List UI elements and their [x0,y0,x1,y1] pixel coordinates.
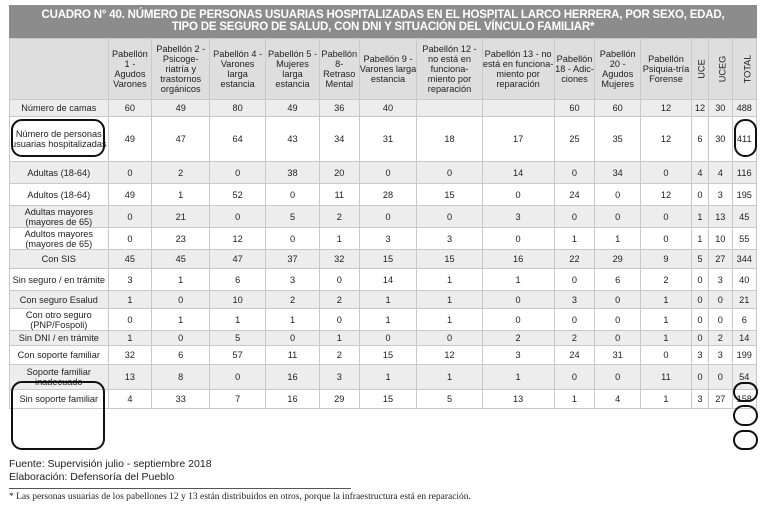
row-label: Adultos (18-64) [10,184,109,206]
table-cell: 411 [732,117,757,162]
table-cell: 0 [210,162,266,184]
table-cell: 20 [319,162,359,184]
table-cell: 3 [359,228,417,250]
table-cell: 0 [359,206,417,228]
table-cell: 1 [595,228,641,250]
table-cell: 1 [152,184,210,206]
table-cell: 1 [108,331,152,346]
table-cell: 0 [709,309,732,331]
table-cell: 3 [319,365,359,390]
table-cell: 0 [152,331,210,346]
table-cell: 47 [152,117,210,162]
footer-elaboration: Elaboración: Defensoría del Pueblo [9,471,175,483]
table-cell: 40 [359,100,417,117]
table-cell: 15 [417,184,482,206]
table-cell: 0 [641,228,692,250]
table-row [10,117,757,162]
table-cell: 12 [641,184,692,206]
table-cell: 1 [417,309,482,331]
table-cell: 0 [595,331,641,346]
table-cell: 0 [266,184,320,206]
table-cell: 3 [709,184,732,206]
table-row [10,291,757,309]
table-cell: 0 [554,269,595,291]
table-cell: 1 [641,390,692,409]
table-cell: 6 [210,269,266,291]
table-cell: 28 [359,184,417,206]
table-cell: 1 [152,269,210,291]
table-cell: 344 [732,250,757,269]
table-cell: 29 [319,390,359,409]
table-cell: 0 [691,309,708,331]
table-cell: 0 [641,206,692,228]
table-cell: 0 [482,291,554,309]
table-cell: 13 [108,365,152,390]
highlight-ring-total-158 [733,430,758,450]
table-cell: 32 [108,346,152,365]
table-cell: 4 [595,390,641,409]
table-cell: 1 [482,269,554,291]
table-cell: 0 [641,162,692,184]
table-cell: 60 [108,100,152,117]
table-cell: 488 [732,100,757,117]
table-row [10,346,757,365]
table-cell: 0 [319,269,359,291]
table-cell: 0 [266,228,320,250]
table-cell: 16 [266,365,320,390]
table-cell: 23 [152,228,210,250]
row-label: Con soporte familiar [10,346,109,365]
table-cell: 30 [709,117,732,162]
table-cell: 55 [732,228,757,250]
table-cell: 3 [691,346,708,365]
table-cell: 43 [266,117,320,162]
row-label: Número de personas usuarias hospitalizadas [10,117,109,162]
table-cell: 0 [641,346,692,365]
table-cell: 6 [152,346,210,365]
table-cell: 8 [152,365,210,390]
table-row [10,390,757,409]
table-cell: 1 [319,331,359,346]
table-cell: 22 [554,250,595,269]
table-cell: 11 [319,184,359,206]
row-label: Sin DNI / en trámite [10,331,109,346]
table-cell: 0 [595,291,641,309]
table-cell: 0 [554,206,595,228]
table-body [10,100,757,409]
table-header [10,39,757,100]
table-cell: 0 [691,269,708,291]
table-cell: 1 [691,228,708,250]
table-cell: 6 [595,269,641,291]
col-header: Pabellón 18 - Adic-ciones [554,39,595,100]
table-cell: 27 [709,250,732,269]
col-header: Pabellón 2 - Psicoge-riatría y trastornos orgánicos [152,39,210,100]
table-cell: 49 [266,100,320,117]
table-cell: 0 [108,228,152,250]
table-cell: 0 [210,365,266,390]
table-cell: 18 [417,117,482,162]
table-cell: 1 [417,291,482,309]
table-cell: 3 [417,228,482,250]
table-cell: 49 [152,100,210,117]
col-header: Pabellón 20 - Agudos Mujeres [595,39,641,100]
table-cell: 7 [210,390,266,409]
table-cell: 0 [319,309,359,331]
table-cell: 1 [152,309,210,331]
table-row [10,365,757,390]
table-cell: 0 [108,206,152,228]
table-cell: 12 [641,100,692,117]
table-cell: 34 [595,162,641,184]
row-label: Con otro seguro (PNP/Fospoli) [10,309,109,331]
table-cell: 10 [210,291,266,309]
table-cell: 37 [266,250,320,269]
table-cell: 0 [691,331,708,346]
table-cell: 0 [554,365,595,390]
table-cell: 0 [482,228,554,250]
table-cell: 34 [319,117,359,162]
table-cell: 1 [691,206,708,228]
table-cell: 0 [359,162,417,184]
table-cell: 13 [709,206,732,228]
row-label: Adultas (18-64) [10,162,109,184]
table-cell: 2 [641,269,692,291]
table-cell: 0 [482,309,554,331]
table-cell: 5 [266,206,320,228]
table-cell: 0 [417,162,482,184]
table-cell: 0 [108,162,152,184]
table-cell: 24 [554,346,595,365]
table-cell: 11 [266,346,320,365]
table-cell: 1 [319,228,359,250]
table-cell: 0 [595,184,641,206]
table-cell: 14 [359,269,417,291]
title-line-1: CUADRO N° 40. NÚMERO DE PERSONAS USUARIAS HOSPITALIZADAS EN EL HOSPITAL LARCO HERRERA, POR SEXO, EDAD, [41,9,725,21]
table-cell: 12 [210,228,266,250]
table-cell: 45 [732,206,757,228]
table-row [10,100,757,117]
table-cell: 10 [709,228,732,250]
table-cell: 12 [417,346,482,365]
table-cell: 15 [417,250,482,269]
table-cell: 1 [482,365,554,390]
table-title [9,5,757,38]
table-cell: 36 [319,100,359,117]
table-cell: 12 [641,117,692,162]
table-cell: 1 [359,291,417,309]
table-cell: 2 [319,291,359,309]
table-cell: 0 [691,291,708,309]
table-cell: 0 [210,206,266,228]
col-header: Pabellón 5 - Mujeres larga estancia [266,39,320,100]
table-cell: 1 [554,228,595,250]
table-cell: 1 [417,269,482,291]
table-cell: 3 [709,269,732,291]
table-cell: 1 [554,390,595,409]
table-cell: 31 [595,346,641,365]
table-cell: 1 [210,309,266,331]
table-cell: 60 [554,100,595,117]
table-cell: 1 [108,291,152,309]
table-cell: 3 [108,269,152,291]
table-cell: 2 [482,331,554,346]
table-cell: 0 [152,291,210,309]
table-cell: 27 [709,390,732,409]
table-row [10,331,757,346]
table-cell: 2 [709,331,732,346]
table-cell: 21 [152,206,210,228]
footer-source: Fuente: Supervisión julio - septiembre 2018 [9,458,212,470]
table-cell: 0 [554,309,595,331]
table-cell: 14 [732,331,757,346]
table-cell: 54 [732,365,757,390]
table-cell: 47 [210,250,266,269]
table-cell: 116 [732,162,757,184]
table-row [10,228,757,250]
table-cell: 158 [732,390,757,409]
table-cell: 14 [482,162,554,184]
table-cell: 38 [266,162,320,184]
table-cell: 0 [595,206,641,228]
table-cell: 13 [482,390,554,409]
table-row [10,250,757,269]
col-header-vertical: TOTAL [732,39,757,100]
table-cell: 5 [210,331,266,346]
table-row [10,162,757,184]
table-cell: 1 [641,291,692,309]
table-cell: 3 [691,390,708,409]
table-cell: 80 [210,100,266,117]
table-row [10,309,757,331]
table-cell: 49 [108,184,152,206]
table-cell: 5 [691,250,708,269]
table-cell: 15 [359,390,417,409]
table-cell: 0 [417,331,482,346]
table-cell: 1 [417,365,482,390]
table-cell: 6 [732,309,757,331]
table-cell: 0 [266,331,320,346]
table-cell: 32 [319,250,359,269]
table-cell: 45 [152,250,210,269]
title-line-2: TIPO DE SEGURO DE SALUD, CON DNI Y SITUACIÓN DEL VÍNCULO FAMILIAR* [171,21,595,33]
table-cell: 3 [266,269,320,291]
table-row [10,269,757,291]
table-cell: 31 [359,117,417,162]
table-cell: 49 [108,117,152,162]
table-row [10,184,757,206]
table-cell: 0 [359,331,417,346]
table-cell: 6 [691,117,708,162]
table-cell: 4 [709,162,732,184]
row-label: Con seguro Esalud [10,291,109,309]
table-cell: 60 [595,100,641,117]
table-cell: 5 [417,390,482,409]
table-row [10,206,757,228]
col-header: Pabellón 13 - no está en funciona-miento por reparación [482,39,554,100]
table-cell: 1 [359,309,417,331]
table-cell [482,100,554,117]
col-header: Pabellón 8- Retraso Mental [319,39,359,100]
row-label: Adultos mayores (mayores de 65) [10,228,109,250]
table-cell: 4 [108,390,152,409]
table-cell: 21 [732,291,757,309]
table-cell: 29 [595,250,641,269]
table-cell: 40 [732,269,757,291]
table-cell: 0 [554,162,595,184]
table-cell: 24 [554,184,595,206]
table-cell: 0 [709,291,732,309]
table-cell: 195 [732,184,757,206]
col-header: Pabellón 9 - Varones larga estancia [359,39,417,100]
row-label: Número de camas [10,100,109,117]
table-cell: 0 [482,184,554,206]
col-header: Pabellón 12 - no está en funciona-miento por reparación [417,39,482,100]
table-cell: 0 [691,184,708,206]
table-cell: 1 [266,309,320,331]
table-cell: 0 [691,365,708,390]
table-cell: 15 [359,250,417,269]
data-table [9,38,757,409]
row-label: Sin seguro / en trámite [10,269,109,291]
col-header: Pabellón 1 - Agudos Varones [108,39,152,100]
table-cell: 1 [641,331,692,346]
table-cell: 16 [482,250,554,269]
table-cell: 30 [709,100,732,117]
table-cell: 2 [266,291,320,309]
row-label: Adultas mayores (mayores de 65) [10,206,109,228]
table-cell [417,100,482,117]
table-cell: 0 [595,309,641,331]
table-cell: 3 [554,291,595,309]
table-cell: 12 [691,100,708,117]
table-cell: 3 [482,346,554,365]
col-header: Pabellón Psiquia-tría Forense [641,39,692,100]
table-cell: 17 [482,117,554,162]
table-cell: 57 [210,346,266,365]
row-label: Sin soporte familiar [10,390,109,409]
table-cell: 64 [210,117,266,162]
row-label: Con SIS [10,250,109,269]
table-cell: 11 [641,365,692,390]
table-cell: 0 [108,309,152,331]
footnote-divider [9,488,351,489]
col-header-vertical: UCEG [709,39,732,100]
table-cell: 199 [732,346,757,365]
table-cell: 52 [210,184,266,206]
table-cell: 1 [359,365,417,390]
table-cell: 45 [108,250,152,269]
table-cell: 2 [319,206,359,228]
table-cell: 3 [709,346,732,365]
table-cell: 35 [595,117,641,162]
col-header-vertical: UCE [691,39,708,100]
table-cell: 0 [595,365,641,390]
footnote: * Las personas usuarias de los pabellones 12 y 13 están distribuidos en otros, porque la infraestructura está en reparación. [9,492,471,502]
col-header: Pabellón 4 - Varones larga estancia [210,39,266,100]
table-cell: 1 [641,309,692,331]
table-cell: 0 [417,206,482,228]
table-cell: 9 [641,250,692,269]
table-cell: 16 [266,390,320,409]
table-cell: 2 [319,346,359,365]
table-cell: 2 [152,162,210,184]
row-label: Soporte familiar inadecuado [10,365,109,390]
table-cell: 25 [554,117,595,162]
table-cell: 4 [691,162,708,184]
header-corner [10,39,109,100]
table-cell: 15 [359,346,417,365]
table-cell: 0 [709,365,732,390]
table-cell: 2 [554,331,595,346]
table-cell: 3 [482,206,554,228]
table-cell: 33 [152,390,210,409]
